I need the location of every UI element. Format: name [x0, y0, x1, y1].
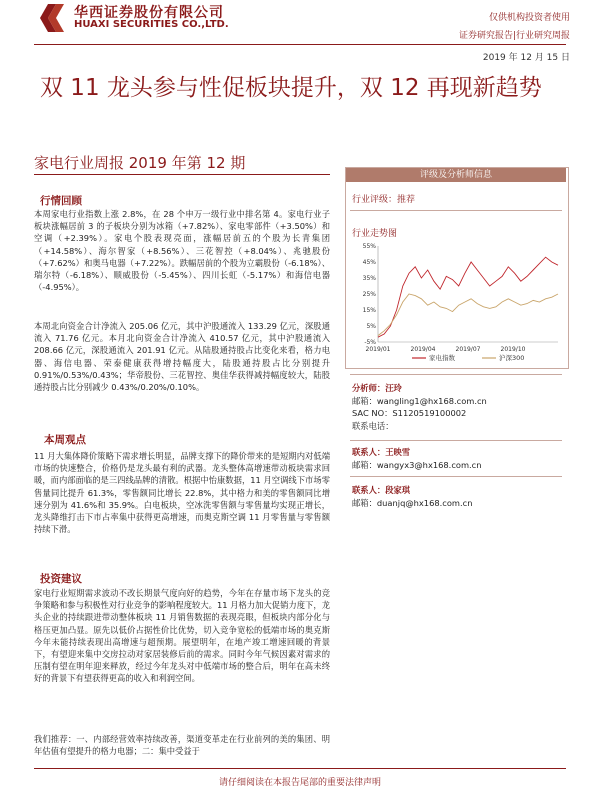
- report-date: 2019 年 12 月 15 日: [482, 53, 570, 63]
- contact2-email[interactable]: 邮箱：duanjq@hx168.com.cn: [352, 497, 473, 508]
- company-name-en: HUAXI SECURITIES CO.,LTD.: [74, 19, 229, 30]
- y-tick-label: -5%: [364, 339, 376, 346]
- investment-advice-paragraph-2: 我们推荐：一、内部经营效率持续改善，渠道变革走在行业前列的美的集团、明年估值有望提升的格力电器；二：集中受益于: [34, 734, 330, 757]
- industry-trend-chart: [352, 240, 564, 370]
- market-review-paragraph-2: 本周北向资金合计净流入 205.06 亿元，其中沪股通流入 133.29 亿元，深股通流入 71.76 亿元。本月北向资金合计净流入 410.57 亿元，其中沪股通流入 208.66 亿元，深股通流入 201.91 亿元。从陆股通持股占比变化来看，格力电器、海信电器、荣泰健康获得增持幅度大，陆股通持股占比分别提升 0.91%/0.53%/0.43%；华帝股份、三花智控、奥佳华获得减持幅度较大，陆股通持股占比分别减少 0.43%/0.20%/0.10%。: [34, 321, 330, 393]
- y-tick-label: 45%: [362, 259, 376, 266]
- industry-rating: 行业评级：推荐: [352, 195, 416, 205]
- weekly-view-paragraph: 11 月大集体降价策略下需求增长明显，品牌支撑下的降价带来的是短期内对低端市场的快速整合，价格仍是龙头最有利的武器。龙头整体高增速带动板块需求回暖，而内部面临的是三四线品牌的清散。根据中怡康数据，11 月空调线下市场零售量同比提升 61.3%，零售额同比增长 22.8%，其中格力和美的零售额同比增速分别为 41.6%和 35.9%。白电板块，空冰洗零售额与零售量均实现正增长，龙头降维打击下市占率集中获得更高增速，而奥克斯空调 11 月零售量与零售额持续下滑。: [34, 451, 330, 535]
- section-heading-advice: 投资建议: [40, 573, 82, 585]
- analyst-sac: SAC NO：S1120519100002: [352, 408, 467, 418]
- rating-divider: [350, 210, 562, 211]
- section-heading-market: 行情回顾: [40, 195, 82, 207]
- trend-chart-label: 行业走势图: [352, 229, 398, 239]
- y-tick-label: 15%: [362, 307, 376, 314]
- contact2-block: [352, 484, 472, 509]
- contact1-divider: [350, 476, 562, 477]
- subtitle-divider: [34, 174, 330, 175]
- y-tick-label: 25%: [362, 291, 376, 298]
- huaxi-logo-icon: [40, 4, 68, 32]
- analyst-block: [352, 382, 487, 432]
- y-tick-label: 5%: [366, 323, 376, 330]
- x-tick-label: 2019/04: [410, 346, 436, 353]
- x-tick-label: 2019/10: [500, 346, 526, 353]
- market-review-paragraph-1: 本周家电行业指数上涨 2.8%，在 28 个申万一级行业中排名第 4。家电行业子板块涨幅居前 3 的子板块分别为冰箱（+7.82%）、家电零部件（+3.50%）和空调（+2.39%）。家电个股表现亮面，涨幅居前五的个股为长青集团（+14.58%）、海尔智家（+8.56%）、三花智控（+8.04%）、兆驰股份（+7.62%）和奥马电器（+7.22%）。跌幅居前的个股为立霸股份（-6.18%）、瑞尔特（-6.18%）、顺威股份（-5.45%）、四川长虹（-5.17%）和海信电器（-4.95%）。: [34, 209, 330, 293]
- x-tick-label: 2019/01: [365, 346, 391, 353]
- analyst-divider: [350, 440, 562, 441]
- y-tick-label: 55%: [362, 243, 376, 250]
- company-name-cn: 华西证券股份有限公司: [74, 5, 224, 21]
- header-divider: [34, 44, 566, 45]
- rating-panel-heading: 评级及分析师信息: [346, 168, 566, 182]
- contact2-name: 联系人：段家琪: [352, 485, 411, 495]
- contact1-name: 联系人：王映雪: [352, 447, 411, 457]
- series-line-1: [378, 294, 558, 336]
- report-title: 双 11 龙头参与性促板块提升，双 12 再现新趋势: [40, 75, 542, 101]
- contact1-email[interactable]: 邮箱：wangyx3@hx168.com.cn: [352, 459, 482, 470]
- legend-label-0: 家电指数: [429, 354, 455, 362]
- audience-note: 仅供机构投资者使用: [488, 13, 570, 23]
- investment-advice-paragraph-1: 家电行业短期需求波动不改长期景气度向好的趋势，今年在存量市场下龙头的竞争策略和参与积极性对行业竞争的影响程度较大。11 月格力加大促销力度下，龙头企业的持续跟进带动整体板块 11 月销售数据的表现亮眼，但板块内部分化与格压更加凸显。原先以低价占据性价比优势，切入竞争宽松的低端市场的奥克斯今年未能持续表现出高增速与超预期。展望明年，在地产竣工增速回暖的背景下，有望迎来集中交房拉动对家居装修后前的需求。同时今年气候因素对需求的压制有望在明年迎来释放，经过今年龙头对中低端市场的整合后，明年在高未终好的背景下有望获得更高的收入和利润空间。: [34, 588, 330, 684]
- section-heading-view: 本周观点: [44, 434, 86, 446]
- analyst-name: 分析师：汪玲: [352, 383, 402, 393]
- report-category: 证券研究报告|行业研究周报: [458, 31, 570, 41]
- contact1-block: [352, 446, 482, 471]
- legal-notice: 请仔细阅读在本报告尾部的重要法律声明: [218, 778, 381, 788]
- x-tick-label: 2019/07: [455, 346, 481, 353]
- analyst-email[interactable]: 邮箱：wangling1@hx168.com.cn: [352, 395, 487, 406]
- report-subtitle: 家电行业周报 2019 年第 12 期: [34, 154, 246, 172]
- legend-label-1: 沪深300: [499, 354, 525, 362]
- footer-divider: [34, 768, 566, 769]
- chart-divider: [350, 374, 562, 375]
- series-line-0: [378, 257, 558, 337]
- analyst-phone: 联系电话：: [352, 420, 394, 431]
- y-tick-label: 35%: [362, 275, 376, 282]
